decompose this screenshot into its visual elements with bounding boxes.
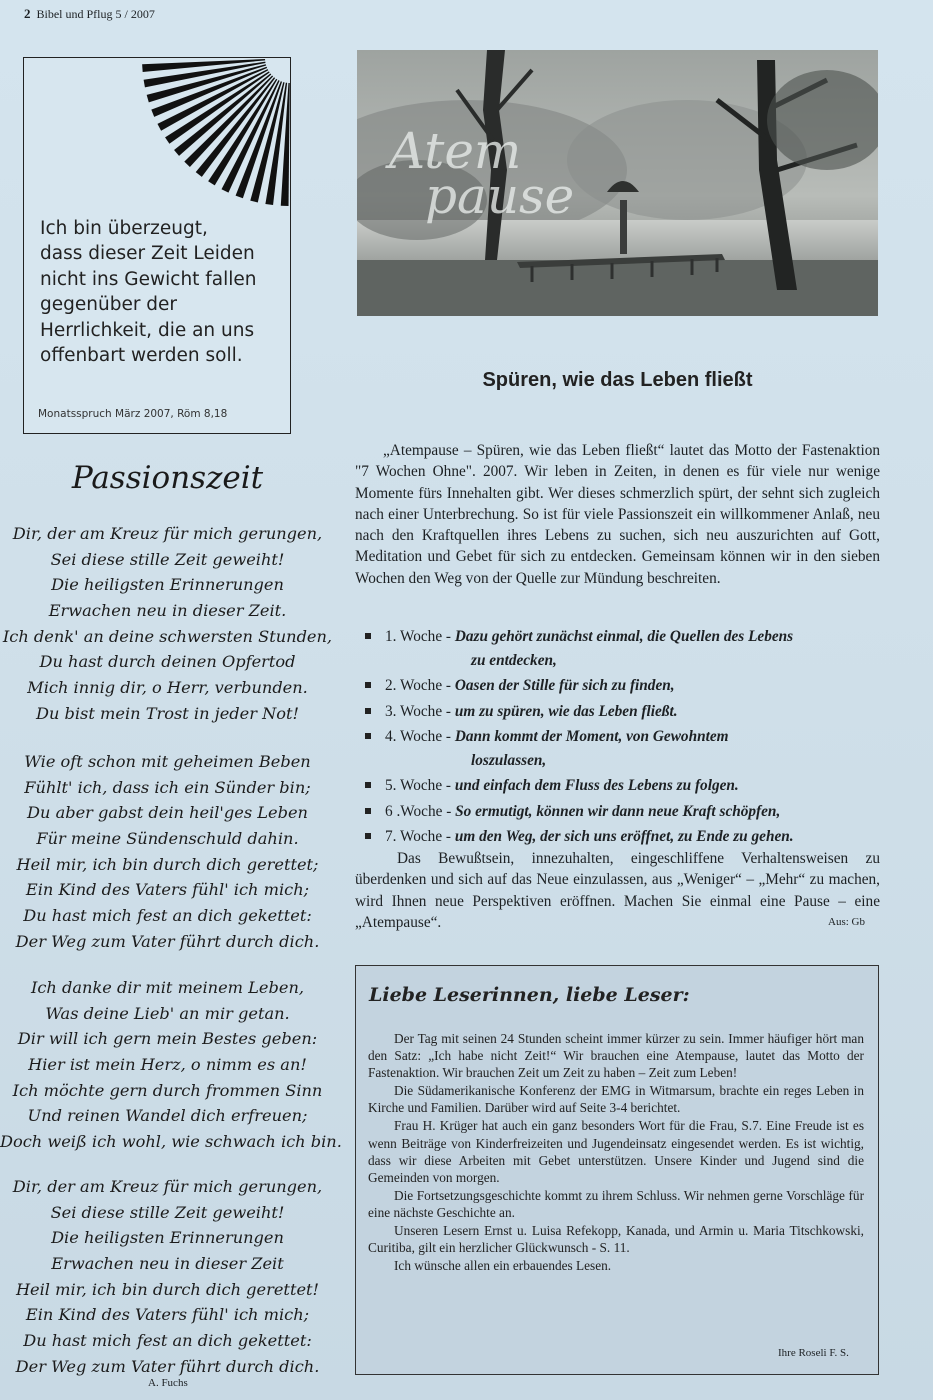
bullet-icon	[365, 782, 371, 788]
poem-line: Du hast durch deinen Opfertod	[39, 652, 296, 672]
poem-line: Erwachen neu in dieser Zeit.	[48, 601, 287, 621]
lake-scene-image	[357, 50, 878, 316]
list-item	[355, 625, 880, 672]
poem-line: Sei diese stille Zeit geweiht!	[50, 1202, 285, 1222]
week-text: Oasen der Stille für sich zu finden,	[454, 677, 675, 694]
poem-line: Für meine Sündenschuld dahin.	[36, 829, 299, 849]
verse-line: nicht ins Gewicht fallen	[40, 268, 257, 290]
bullet-icon	[365, 833, 371, 839]
list-item	[355, 674, 880, 698]
letter-paragraph: Die Südamerikanische Konferenz der EMG in Witmarsum, brachte ein reges Leben in Kirche und Familien. Darüber wird auf Seite 3-4 berichtet.	[368, 1083, 864, 1116]
week-label: 3. Woche -	[385, 702, 452, 720]
poem-line: Wie oft schon mit geheimen Beben	[24, 752, 311, 771]
page-header	[24, 6, 155, 22]
poem-line: Der Weg zum Vater führt durch dich.	[15, 1356, 320, 1376]
bullet-icon	[365, 682, 371, 688]
poem-title: Passionszeit	[71, 460, 264, 496]
letter-paragraph: Unseren Lesern Ernst u. Luisa Refekopp, Kanada, und Armin u. Maria Titschkowski, Curitiba, gilt ein herzlicher Glückwunsch - S. 11.	[368, 1223, 864, 1256]
week-label: 1. Woche -	[385, 628, 452, 645]
poem-line: Und reinen Wandel dich erfreuen;	[27, 1106, 308, 1126]
monthly-verse-box	[23, 57, 291, 434]
letter-paragraph: Die Fortsetzungsgeschichte kommt zu ihrem Schluss. Wir nehmen gerne Vorschläge für eine nächste Geschichte an.	[368, 1187, 864, 1220]
sunburst-graphic	[120, 58, 290, 208]
verse-line: Herrlichkeit, die an uns	[40, 319, 255, 341]
poem-line: Ein Kind des Vaters fühl' ich mich;	[25, 880, 310, 900]
verse-line: offenbart werden soll.	[40, 345, 243, 367]
letter-signature: Ihre Roseli F. S.	[778, 1347, 849, 1359]
poem-line: Du bist mein Trost in jeder Not!	[35, 703, 300, 723]
bullet-icon	[365, 708, 371, 714]
poem-author: A. Fuchs	[148, 1377, 188, 1389]
list-item	[355, 825, 880, 849]
poem-line: Du hast mich fest an dich gekettet:	[23, 906, 312, 926]
photo-title-line1: Atem	[389, 122, 522, 180]
poem-line: Hier ist mein Herz, o nimm es an!	[28, 1055, 307, 1075]
list-item	[355, 774, 880, 798]
poem-line: Ein Kind des Vaters fühl' ich mich;	[25, 1305, 310, 1325]
bullet-icon	[365, 633, 371, 639]
letter-body	[368, 1030, 864, 1275]
poem-line: Du hast mich fest an dich gekettet:	[23, 1331, 312, 1351]
week-text: um den Weg, der sich uns eröffnet, zu Ende zu gehen.	[454, 828, 794, 845]
list-item	[355, 725, 880, 772]
article-source: Aus: Gb	[828, 916, 865, 928]
week-text: So ermutigt, können wir dann neue Kraft schöpfen,	[455, 802, 781, 820]
article-title: Spüren, wie das Leben fließt	[482, 369, 753, 391]
poem-line: Erwachen neu in dieser Zeit	[51, 1254, 284, 1274]
letter-paragraph: Ich wünsche allen ein erbauendes Lesen.	[394, 1258, 612, 1274]
week-label: 4. Woche -	[385, 728, 452, 745]
verse-line: gegenüber der	[40, 294, 178, 316]
week-text-continued: loszulassen,	[471, 751, 547, 769]
week-label: 6 .Woche -	[385, 802, 452, 820]
poem-line: Mich innig dir, o Herr, verbunden.	[27, 678, 308, 698]
poem-line: Ich möchte gern durch frommen Sinn	[12, 1080, 323, 1100]
week-text: und einfach dem Fluss des Lebens zu folgen.	[454, 777, 739, 794]
poem-line: Die heiligsten Erinnerungen	[51, 575, 284, 595]
week-label: 7. Woche -	[385, 828, 452, 845]
week-label: 2. Woche -	[385, 677, 452, 694]
article-outro: Das Bewußtsein, innezuhalten, eingeschliffene Verhaltensweisen zu überdenken und sich auf das Neue einzulassen, aus „Weniger“ – „Mehr“ zu machen, wird Ihnen neue Perspektiven eröffnen. Machen Sie einmal eine Pause – eine „Atempause“.	[355, 850, 880, 931]
poem-line: Dir, der am Kreuz für mich gerungen,	[12, 1177, 323, 1196]
poem-line: Dir, der am Kreuz für mich gerungen,	[12, 524, 323, 543]
week-list	[355, 625, 880, 851]
poem-line: Dir will ich gern mein Bestes geben:	[17, 1029, 318, 1049]
letter-title: Liebe Leserinnen, liebe Leser:	[369, 984, 690, 1006]
photo-title-line2: pause	[425, 167, 575, 225]
poem-line: Der Weg zum Vater führt durch dich.	[15, 931, 320, 951]
poem-stanza-4	[0, 1174, 335, 1380]
poem-line: Was deine Lieb' an mir getan.	[45, 1003, 290, 1023]
poem-line: Doch weiß ich wohl, wie schwach ich bin.	[0, 1132, 342, 1152]
publication-name: Bibel und Pflug 5 / 2007	[36, 7, 155, 21]
list-item	[355, 800, 880, 824]
poem-line: Die heiligsten Erinnerungen	[51, 1228, 284, 1248]
poem-line: Heil mir, ich bin durch dich gerettet;	[16, 854, 319, 874]
verse-text	[40, 216, 286, 368]
week-text: Dazu gehört zunächst einmal, die Quellen des Lebens	[454, 628, 794, 645]
verse-line: dass dieser Zeit Leiden	[40, 243, 255, 265]
poem-stanza-1	[0, 521, 335, 727]
list-item	[355, 700, 880, 724]
poem-line: Ich danke dir mit meinem Leben,	[30, 978, 305, 997]
page-number: 2	[24, 6, 31, 21]
week-text: Dann kommt der Moment, von Gewohntem	[454, 728, 729, 745]
verse-line: Ich bin überzeugt,	[40, 218, 208, 239]
verse-reference: Monatsspruch März 2007, Röm 8,18	[38, 408, 228, 420]
bullet-icon	[365, 733, 371, 739]
poem-stanza-2	[0, 749, 335, 955]
letter-paragraph: Frau H. Krüger hat auch ein ganz besonders Wort für die Frau, S.7. Eine Freude ist es wenn Beiträge von Kinderfreizeiten und Jugendeinsatz eingesendet werden. Es ist wichtig, dass wir diese Arbeiten mit Gebet unterstützen. Unsere Kinder und Jugend sind die Gemeinden von morgen.	[368, 1118, 864, 1185]
poem-stanza-3	[0, 975, 342, 1155]
poem-line: Du aber gabst dein heil'ges Leben	[27, 803, 308, 823]
sunburst-ray	[281, 83, 290, 206]
letter-paragraph: Der Tag mit seinen 24 Stunden scheint immer kürzer zu sein. Immer häufiger hört man den Satz: „Ich habe nicht Zeit!“ Wir brauchen eine Atempause, lautet das Motto der Fastenaktion. Wir brauchen Zeit um Zeit zu haben – Zeit zum Leben!	[368, 1031, 864, 1081]
editor-letter-box	[355, 965, 879, 1375]
week-text: um zu spüren, wie das Leben fließt.	[454, 702, 678, 720]
article-intro: „Atempause – Spüren, wie das Leben fließt“ lautet das Motto der Fastenaktion "7 Wochen Ohne". 2007. Wir leben in Zeiten, in denen es für viele nur wenige Momente fürs Innehalten gibt. Wer dieses schmerzlich spürt, der sehnt sich zugleich nach einer Unterbrechung. So ist für viele Passionszeit ein willkommener Anlaß, neu nach den Kraftquellen ihres Lebens zu suchen, sich neu auszurichten auf Gott, Meditation und Gebet für sich zu entdecken. Gemeinsam können wir in den sieben Wochen den Weg von der Quelle zur Mündung beschreiten.	[355, 442, 880, 587]
poem-line: Heil mir, ich bin durch dich gerettet!	[15, 1279, 320, 1299]
week-label: 5. Woche -	[385, 777, 452, 794]
bullet-icon	[365, 808, 371, 814]
week-text-continued: zu entdecken,	[471, 651, 557, 669]
poem-line: Fühlt' ich, dass ich ein Sünder bin;	[24, 777, 311, 797]
poem-line: Ich denk' an deine schwersten Stunden,	[2, 626, 333, 646]
poem-line: Sei diese stille Zeit geweiht!	[50, 549, 285, 569]
atempause-photo	[357, 50, 878, 316]
